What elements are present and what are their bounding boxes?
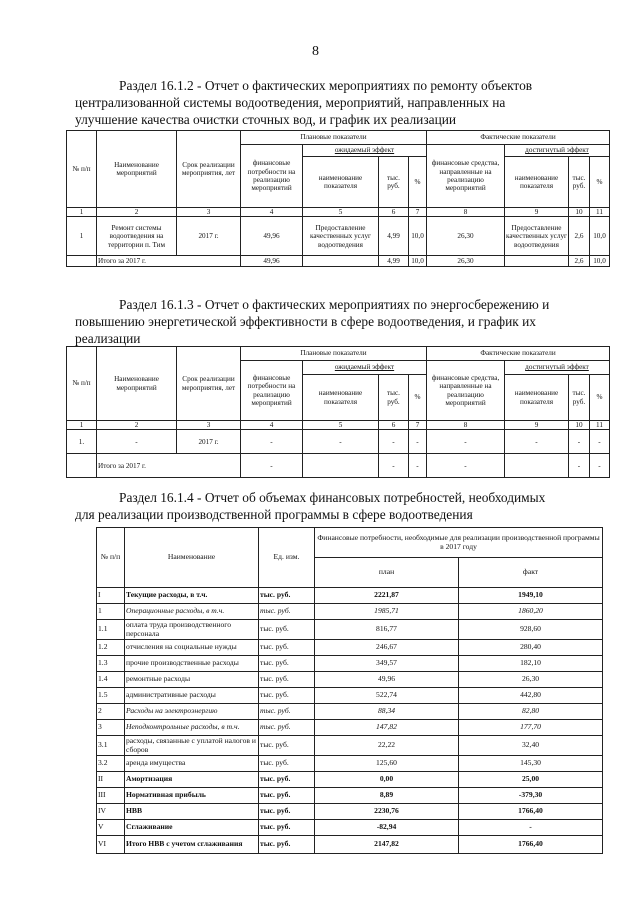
col-header-term: Срок реализации мероприятия, лет	[177, 347, 241, 421]
cell-unit: тыс. руб.	[259, 588, 315, 604]
column-index-row	[67, 421, 610, 430]
cell-unit: тыс. руб.	[259, 640, 315, 656]
col-header-pct: %	[590, 157, 610, 208]
cell-unit: тыс. руб.	[259, 672, 315, 688]
cell-unit: тыс. руб.	[259, 620, 315, 640]
cell-fact: 280,40	[459, 640, 603, 656]
cell-name: административные расходы	[125, 688, 259, 704]
cell-expected-trub: 4,99	[379, 256, 409, 267]
cell-num: 1	[67, 217, 97, 256]
table-row	[97, 756, 603, 772]
column-index-row	[67, 208, 610, 217]
column-index: 9	[505, 208, 569, 217]
cell-achieved-trub: -	[569, 454, 590, 478]
cell-unit: тыс. руб.	[259, 804, 315, 820]
column-index: 11	[590, 421, 610, 430]
cell-unit: тыс. руб.	[259, 604, 315, 620]
cell-plan: 125,60	[315, 756, 459, 772]
col-header-achieved: достигнутый эффект	[505, 145, 610, 157]
cell-achieved-pct: -	[590, 430, 610, 454]
cell-plan: 522,74	[315, 688, 459, 704]
heading-line: Раздел 16.1.2 - Отчет о фактических мероприятиях по ремонту объектов	[119, 78, 533, 93]
heading-line: реализации	[75, 331, 141, 346]
cell-expected-pct: 10,0	[409, 256, 427, 267]
energy-saving-measures-table	[66, 346, 610, 478]
cell-num: 3.1	[97, 736, 125, 756]
column-index: 1	[67, 208, 97, 217]
cell-num: 1.4	[97, 672, 125, 688]
col-header-unit: Ед. изм.	[259, 528, 315, 588]
cell-num: 1.5	[97, 688, 125, 704]
cell-num: IV	[97, 804, 125, 820]
cell-num: 1.2	[97, 640, 125, 656]
cell-unit: тыс. руб.	[259, 756, 315, 772]
cell-achieved-pct: 10,0	[590, 217, 610, 256]
heading-line: для реализации производственной программы в сфере водоотведения	[75, 507, 473, 522]
cell-fin-means: 26,30	[427, 217, 505, 256]
cell-num: 1	[97, 604, 125, 620]
cell-name: Нормативная прибыль	[125, 788, 259, 804]
column-index: 5	[303, 208, 379, 217]
total-row	[67, 454, 610, 478]
repair-measures-table	[66, 130, 610, 267]
cell-name: Итого НВВ с учетом сглаживания	[125, 836, 259, 854]
column-index: 1	[67, 421, 97, 430]
column-index: 11	[590, 208, 610, 217]
cell-unit: тыс. руб.	[259, 704, 315, 720]
cell-name: Ремонт системы водоотведения на территории п. Тим	[97, 217, 177, 256]
cell-achieved-pct: -	[590, 454, 610, 478]
cell-unit: тыс. руб.	[259, 656, 315, 672]
cell-name: оплата труда производственного персонала	[125, 620, 259, 640]
page-number: 8	[312, 44, 319, 59]
cell-name: Операционные расходы, в т.ч.	[125, 604, 259, 620]
col-header-fact: Фактические показатели	[427, 347, 610, 361]
cell-fin-need: 49,96	[241, 217, 303, 256]
heading-line: повышению энергетической эффективности в сфере водоотведения, и график их	[75, 314, 536, 329]
cell-expected-trub: -	[379, 454, 409, 478]
table-row	[97, 656, 603, 672]
heading-line: Раздел 16.1.4 - Отчет об объемах финансовых потребностей, необходимых	[119, 490, 546, 505]
cell-fact: 145,30	[459, 756, 603, 772]
cell-plan: 8,89	[315, 788, 459, 804]
cell-achieved-pct: 10,0	[590, 256, 610, 267]
column-index: 7	[409, 421, 427, 430]
cell-fact: 1949,10	[459, 588, 603, 604]
cell-num: III	[97, 788, 125, 804]
cell-num: V	[97, 820, 125, 836]
cell-unit: тыс. руб.	[259, 736, 315, 756]
table-row	[97, 836, 603, 854]
cell-fact: 1860,20	[459, 604, 603, 620]
cell-num: 1.1	[97, 620, 125, 640]
cell-plan: 2147,82	[315, 836, 459, 854]
cell-plan: 2230,76	[315, 804, 459, 820]
column-index: 3	[177, 421, 241, 430]
table-row	[97, 772, 603, 788]
cell-name: НВВ	[125, 804, 259, 820]
table-row	[97, 688, 603, 704]
cell-expected-pct: -	[409, 454, 427, 478]
column-index: 10	[569, 208, 590, 217]
col-header-indicator: наименование показателя	[303, 157, 379, 208]
col-header-term: Срок реализации мероприятия, лет	[177, 131, 241, 208]
cell-plan: 1985,71	[315, 604, 459, 620]
column-index: 8	[427, 421, 505, 430]
cell-plan: 147,82	[315, 720, 459, 736]
col-header-trub: тыс. руб.	[379, 157, 409, 208]
section-16-1-2-heading	[75, 77, 595, 128]
cell-plan: 49,96	[315, 672, 459, 688]
cell-achieved-trub: -	[569, 430, 590, 454]
table-row	[97, 820, 603, 836]
cell-plan: 246,67	[315, 640, 459, 656]
cell-fact: 928,60	[459, 620, 603, 640]
cell-name: ремонтные расходы	[125, 672, 259, 688]
cell-fin-means: -	[427, 454, 505, 478]
cell-fact: -	[459, 820, 603, 836]
cell-unit: тыс. руб.	[259, 720, 315, 736]
cell-num: I	[97, 588, 125, 604]
table-row	[97, 672, 603, 688]
cell-fact: 26,30	[459, 672, 603, 688]
column-index: 3	[177, 208, 241, 217]
cell-term: 2017 г.	[177, 430, 241, 454]
col-header-fact: Фактические показатели	[427, 131, 610, 145]
cell-name: Расходы на электроэнергию	[125, 704, 259, 720]
total-label: Итого за 2017 г.	[97, 454, 241, 478]
heading-line: централизованной системы водоотведения, мероприятий, направленных на	[75, 95, 506, 110]
table-row	[97, 604, 603, 620]
cell-expected-trub: -	[379, 430, 409, 454]
col-header-pct: %	[590, 375, 610, 421]
column-index: 4	[241, 421, 303, 430]
col-header-num: № п/п	[67, 347, 97, 421]
cell-achieved-name: Предоставление качественных услуг водоотведения	[505, 217, 569, 256]
table-row	[97, 620, 603, 640]
table-row	[97, 640, 603, 656]
column-index: 6	[379, 208, 409, 217]
table-row	[97, 736, 603, 756]
cell-fin-need: -	[241, 430, 303, 454]
cell-fact: 177,70	[459, 720, 603, 736]
cell-name: -	[97, 430, 177, 454]
col-header-plan: план	[315, 558, 459, 588]
cell-num: II	[97, 772, 125, 788]
column-index: 6	[379, 421, 409, 430]
col-header-trub: тыс. руб.	[379, 375, 409, 421]
cell-unit: тыс. руб.	[259, 788, 315, 804]
table-row	[97, 704, 603, 720]
table-row	[97, 788, 603, 804]
cell-fact: 1766,40	[459, 836, 603, 854]
col-header-pct: %	[409, 157, 427, 208]
column-index: 9	[505, 421, 569, 430]
cell-expected-trub: 4,99	[379, 217, 409, 256]
table-row	[97, 720, 603, 736]
table-row	[97, 804, 603, 820]
financial-needs-table	[96, 527, 603, 854]
cell-achieved-trub: 2,6	[569, 217, 590, 256]
total-label: Итого за 2017 г.	[97, 256, 241, 267]
col-header-num: № п/п	[67, 131, 97, 208]
cell-achieved-trub: 2,6	[569, 256, 590, 267]
col-header-fin-need: финансовые потребности на реализацию мероприятий	[241, 145, 303, 208]
cell-unit: тыс. руб.	[259, 688, 315, 704]
col-header-indicator: наименование показателя	[505, 157, 569, 208]
cell-num: 3	[97, 720, 125, 736]
col-header-pct: %	[409, 375, 427, 421]
cell-num: 1.3	[97, 656, 125, 672]
cell-plan: 349,57	[315, 656, 459, 672]
col-header-indicator: наименование показателя	[505, 375, 569, 421]
cell-achieved-name: -	[505, 430, 569, 454]
cell-expected-pct: 10,0	[409, 217, 427, 256]
cell-name: Текущие расходы, в т.ч.	[125, 588, 259, 604]
col-header-financial-needs: Финансовые потребности, необходимые для реализации производственной программы в 2017 году	[315, 528, 603, 558]
cell-name: Неподконтрольные расходы, в т.ч.	[125, 720, 259, 736]
col-header-indicator: наименование показателя	[303, 375, 379, 421]
cell-name: Сглаживание	[125, 820, 259, 836]
table-row	[97, 588, 603, 604]
cell-name: Амортизация	[125, 772, 259, 788]
col-header-fin-means: финансовые средства, направленные на реализацию мероприятий	[427, 361, 505, 421]
col-header-name: Наименование мероприятий	[97, 347, 177, 421]
col-header-fin-need: финансовые потребности на реализацию мероприятий	[241, 361, 303, 421]
cell-name: отчисления на социальные нужды	[125, 640, 259, 656]
column-index: 7	[409, 208, 427, 217]
cell-name: расходы, связанные с уплатой налогов и сборов	[125, 736, 259, 756]
cell-fact: 1766,40	[459, 804, 603, 820]
heading-line: Раздел 16.1.3 - Отчет о фактических мероприятиях по энергосбережению и	[119, 297, 550, 312]
cell-num: 3.2	[97, 756, 125, 772]
cell-unit: тыс. руб.	[259, 772, 315, 788]
cell-plan: -82,94	[315, 820, 459, 836]
cell-unit: тыс. руб.	[259, 836, 315, 854]
column-index: 5	[303, 421, 379, 430]
cell-expected-name: Предоставление качественных услуг водоотведения	[303, 217, 379, 256]
cell-term: 2017 г.	[177, 217, 241, 256]
cell-plan: 0,00	[315, 772, 459, 788]
cell-num: 1.	[67, 430, 97, 454]
cell-fact: -379,30	[459, 788, 603, 804]
col-header-plan: Плановые показатели	[241, 131, 427, 145]
heading-line: улучшение качества очистки сточных вод, и график их реализации	[75, 112, 457, 127]
section-16-1-4-heading	[75, 489, 595, 523]
col-header-fact: факт	[459, 558, 603, 588]
col-header-name: Наименование	[125, 528, 259, 588]
cell-name: аренда имущества	[125, 756, 259, 772]
column-index: 4	[241, 208, 303, 217]
cell-plan: 22,22	[315, 736, 459, 756]
cell-fin-means: -	[427, 430, 505, 454]
column-index: 2	[97, 421, 177, 430]
col-header-achieved: достигнутый эффект	[505, 361, 610, 375]
column-index: 10	[569, 421, 590, 430]
col-header-expected: ожидаемый эффект	[303, 145, 427, 157]
cell-fact: 442,80	[459, 688, 603, 704]
col-header-name: Наименование мероприятий	[97, 131, 177, 208]
col-header-expected: ожидаемый эффект	[303, 361, 427, 375]
cell-plan: 88,34	[315, 704, 459, 720]
section-16-1-3-heading	[75, 296, 595, 347]
cell-fin-means: 26,30	[427, 256, 505, 267]
column-index: 2	[97, 208, 177, 217]
cell-unit: тыс. руб.	[259, 820, 315, 836]
cell-plan: 816,77	[315, 620, 459, 640]
cell-expected-pct: -	[409, 430, 427, 454]
cell-fact: 25,00	[459, 772, 603, 788]
cell-fact: 82,80	[459, 704, 603, 720]
cell-fact: 182,10	[459, 656, 603, 672]
col-header-fin-means: финансовые средства, направленные на реализацию мероприятий	[427, 145, 505, 208]
cell-name: прочие производственные расходы	[125, 656, 259, 672]
table-row	[67, 217, 610, 256]
cell-num: 2	[97, 704, 125, 720]
cell-fin-need: 49,96	[241, 256, 303, 267]
total-row	[67, 256, 610, 267]
cell-fact: 32,40	[459, 736, 603, 756]
col-header-trub: тыс. руб.	[569, 375, 590, 421]
cell-plan: 2221,87	[315, 588, 459, 604]
column-index: 8	[427, 208, 505, 217]
table-row	[67, 430, 610, 454]
col-header-trub: тыс. руб.	[569, 157, 590, 208]
col-header-num: № п/п	[97, 528, 125, 588]
col-header-plan: Плановые показатели	[241, 347, 427, 361]
cell-expected-name: -	[303, 430, 379, 454]
cell-num: VI	[97, 836, 125, 854]
cell-fin-need: -	[241, 454, 303, 478]
